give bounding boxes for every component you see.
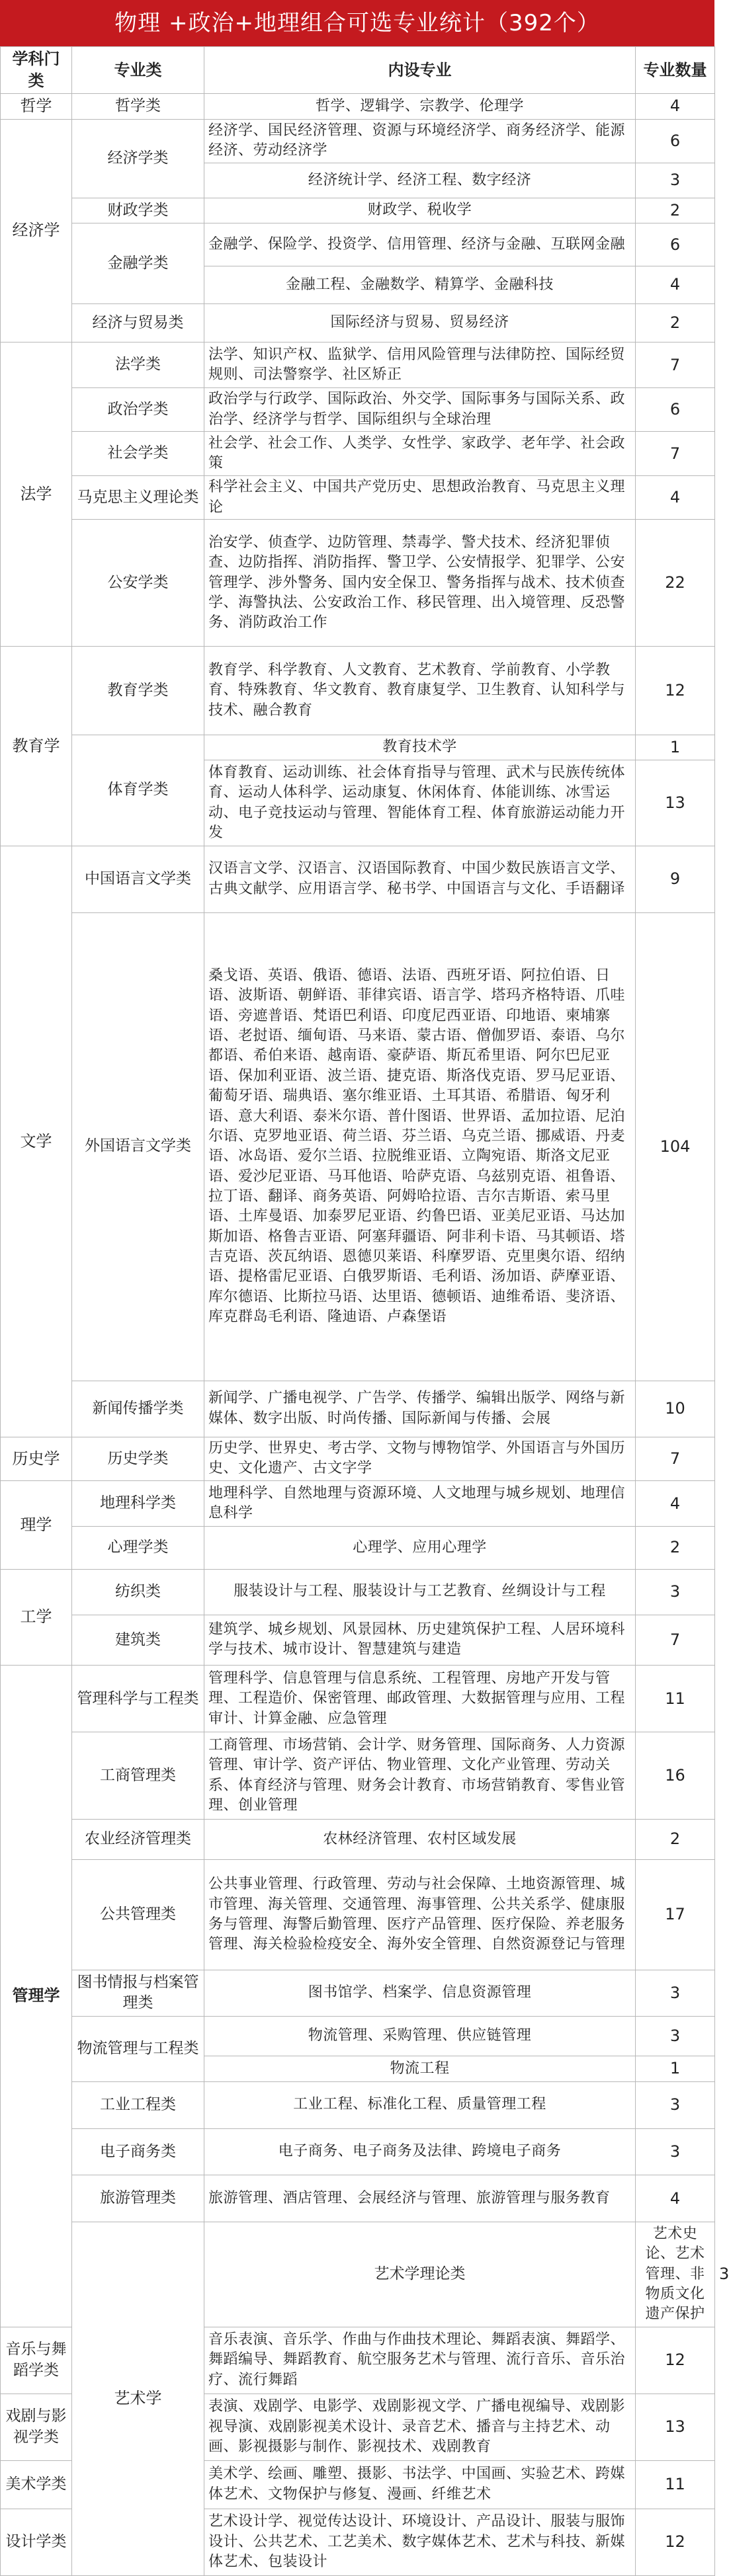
count-cell: 22 xyxy=(636,520,715,647)
class-cell: 外国语言文学类 xyxy=(72,912,204,1381)
count-cell: 17 xyxy=(636,1859,715,1970)
class-cell: 中国语言文学类 xyxy=(72,846,204,912)
count-cell: 1 xyxy=(636,2056,715,2082)
table-row xyxy=(1,1732,715,1819)
table-row: 艺术学 艺术学理论类 艺术史论、艺术管理、非物质文化遗产保护 3 xyxy=(1,2222,715,2327)
count-cell: 9 xyxy=(636,846,715,912)
count-cell: 3 xyxy=(636,2016,715,2056)
count-cell: 3 xyxy=(636,163,715,198)
category-engineering: 工学 xyxy=(1,1569,72,1666)
count-cell: 12 xyxy=(636,2509,715,2575)
table-row xyxy=(1,342,715,388)
class-cell: 物流管理与工程类 xyxy=(72,2016,204,2081)
class-cell: 公共管理类 xyxy=(72,1859,204,1970)
majors-cell: 政治学与行政学、国际政治、外交学、国际事务与国际关系、政治学、经济学与哲学、国际组织与全球治理 xyxy=(204,387,636,431)
majors-cell: 汉语言文学、汉语言、汉语国际教育、中国少数民族语言文学、古典文献学、应用语言学、秘书学、中国语言与文化、手语翻译 xyxy=(204,846,636,912)
majors-cell: 金融工程、金融数学、精算学、金融科技 xyxy=(204,266,636,303)
majors-cell: 法学、知识产权、监狱学、信用风险管理与法律防控、国际经贸规则、司法警察学、社区矫正 xyxy=(204,342,636,388)
count-cell: 2 xyxy=(636,198,715,223)
class-cell: 管理科学与工程类 xyxy=(72,1666,204,1732)
class-cell: 工业工程类 xyxy=(72,2081,204,2128)
majors-cell: 建筑学、城乡规划、风景园林、历史建筑保护工程、人居环境科学与技术、城市设计、智慧建筑与建造 xyxy=(204,1615,636,1666)
class-cell: 经济与贸易类 xyxy=(72,303,204,342)
count-cell: 7 xyxy=(636,1615,715,1666)
class-cell: 教育学类 xyxy=(72,647,204,735)
majors-cell: 表演、戏剧学、电影学、戏剧影视文学、广播电视编导、戏剧影视导演、戏剧影视美术设计、录音艺术、播音与主持艺术、动画、影视摄影与制作、影视技术、戏剧教育 xyxy=(204,2394,636,2460)
majors-cell: 金融学、保险学、投资学、信用管理、经济与金融、互联网金融 xyxy=(204,223,636,266)
count-cell: 11 xyxy=(636,2460,715,2509)
majors-cell: 旅游管理、酒店管理、会展经济与管理、旅游管理与服务教育 xyxy=(204,2175,636,2222)
majors-cell: 哲学、逻辑学、宗教学、伦理学 xyxy=(204,94,636,120)
majors-cell: 新闻学、广播电视学、广告学、传播学、编辑出版学、网络与新媒体、数字出版、时尚传播、国际新闻与传播、会展 xyxy=(204,1381,636,1437)
category-history: 历史学 xyxy=(1,1437,72,1481)
table-row xyxy=(1,1859,715,1970)
class-cell: 财政学类 xyxy=(72,198,204,223)
table-row xyxy=(1,1615,715,1666)
table-row xyxy=(1,1381,715,1437)
table-row xyxy=(1,1437,715,1481)
table-row xyxy=(1,475,715,519)
majors-cell: 国际经济与贸易、贸易经济 xyxy=(204,303,636,342)
count-cell: 104 xyxy=(636,912,715,1381)
count-cell: 2 xyxy=(636,303,715,342)
count-cell: 3 xyxy=(636,2081,715,2128)
class-cell: 新闻传播学类 xyxy=(72,1381,204,1437)
category-literature: 文学 xyxy=(1,846,72,1437)
table-row xyxy=(1,387,715,431)
class-cell: 电子商务类 xyxy=(72,2128,204,2175)
majors-cell: 电子商务、电子商务及法律、跨境电子商务 xyxy=(204,2128,636,2175)
table-header-row xyxy=(1,47,715,94)
table-row xyxy=(1,1569,715,1615)
count-cell: 13 xyxy=(636,760,715,846)
category-economics: 经济学 xyxy=(1,119,72,342)
count-cell: 4 xyxy=(636,475,715,519)
table-row xyxy=(1,223,715,266)
count-cell: 6 xyxy=(636,223,715,266)
count-cell: 4 xyxy=(636,94,715,120)
class-cell: 公安学类 xyxy=(72,520,204,647)
class-cell: 哲学类 xyxy=(72,94,204,120)
majors-cell: 治安学、侦查学、边防管理、禁毒学、警犬技术、经济犯罪侦查、边防指挥、消防指挥、警卫学、公安情报学、犯罪学、公安管理学、涉外警务、国内安全保卫、警务指挥与战术、技术侦查学、海警执法、公安政治工作、移民管理、出入境管理、反恐警务、消防政治工作 xyxy=(204,520,636,647)
count-cell: 4 xyxy=(636,2175,715,2222)
majors-cell: 音乐表演、音乐学、作曲与作曲技术理论、舞蹈表演、舞蹈学、舞蹈编导、舞蹈教育、航空服务艺术与管理、流行音乐、音乐治疗、流行舞蹈 xyxy=(204,2327,636,2394)
class-cell: 设计学类 xyxy=(1,2509,72,2575)
count-cell: 12 xyxy=(636,647,715,735)
majors-cell: 工业工程、标准化工程、质量管理工程 xyxy=(204,2081,636,2128)
major-table xyxy=(0,46,729,2576)
majors-cell: 社会学、社会工作、人类学、女性学、家政学、老年学、社会政策 xyxy=(204,432,636,475)
majors-cell: 桑戈语、英语、俄语、德语、法语、西班牙语、阿拉伯语、日语、波斯语、朝鲜语、菲律宾语、语言学、塔玛齐格特语、爪哇语、旁遮普语、梵语巴利语、印度尼西亚语、印地语、柬埔寨语、老挝语、缅甸语、马来语、蒙古语、僧伽罗语、泰语、乌尔都语、希伯来语、越南语、豪萨语、斯瓦希里语、阿尔巴尼亚语、保加利亚语、波兰语、捷克语、斯洛伐克语、罗马尼亚语、葡萄牙语、瑞典语、塞尔维亚语、土耳其语、希腊语、匈牙利语、意大利语、泰米尔语、普什图语、世界语、孟加拉语、尼泊尔语、克罗地亚语、荷兰语、芬兰语、乌克兰语、挪威语、丹麦语、冰岛语、爱尔兰语、拉脱维亚语、立陶宛语、斯洛文尼亚语、爱沙尼亚语、马耳他语、哈萨克语、乌兹别克语、祖鲁语、拉丁语、翻译、商务英语、阿姆哈拉语、吉尔吉斯语、索马里语、土库曼语、加泰罗尼亚语、约鲁巴语、亚美尼亚语、马达加斯加语、格鲁吉亚语、阿塞拜疆语、阿非利卡语、马其顿语、塔吉克语、茨瓦纳语、恩德贝莱语、科摩罗语、克里奥尔语、绍纳语、提格雷尼亚语、白俄罗斯语、毛利语、汤加语、萨摩亚语、库尔德语、比斯拉马语、达里语、德顿语、迪维希语、斐济语、库克群岛毛利语、隆迪语、卢森堡语 xyxy=(204,912,636,1381)
table-row xyxy=(1,1819,715,1859)
count-cell: 7 xyxy=(636,342,715,388)
class-cell: 工商管理类 xyxy=(72,1732,204,1819)
count-cell: 6 xyxy=(636,119,715,163)
count-cell: 12 xyxy=(636,2327,715,2394)
count-cell: 2 xyxy=(636,1819,715,1859)
majors-cell: 物流工程 xyxy=(204,2056,636,2082)
table-row xyxy=(1,735,715,760)
category-science: 理学 xyxy=(1,1481,72,1569)
class-cell: 法学类 xyxy=(72,342,204,388)
class-cell: 戏剧与影视学类 xyxy=(1,2394,72,2460)
class-cell: 历史学类 xyxy=(72,1437,204,1481)
count-cell: 13 xyxy=(636,2394,715,2460)
count-cell: 3 xyxy=(636,1970,715,2016)
table-row xyxy=(1,912,715,1381)
majors-cell: 公共事业管理、行政管理、劳动与社会保障、土地资源管理、城市管理、海关管理、交通管理、海事管理、公共关系学、健康服务与管理、海警后勤管理、医疗产品管理、医疗保险、养老服务管理、海关检验检疫安全、海外安全管理、自然资源登记与管理 xyxy=(204,1859,636,1970)
majors-cell: 美术学、绘画、雕塑、摄影、书法学、中国画、实验艺术、跨媒体艺术、文物保护与修复、漫画、纤维艺术 xyxy=(204,2460,636,2509)
majors-cell: 经济学、国民经济管理、资源与环境经济学、商务经济学、能源经济、劳动经济学 xyxy=(204,119,636,163)
table-row xyxy=(1,432,715,475)
table-row xyxy=(1,94,715,120)
table-row xyxy=(1,2081,715,2128)
majors-cell: 历史学、世界史、考古学、文物与博物馆学、外国语言与外国历史、文化遗产、古文字学 xyxy=(204,1437,636,1481)
class-cell: 图书情报与档案管理类 xyxy=(72,1970,204,2016)
majors-cell: 教育技术学 xyxy=(204,735,636,760)
page-title: 物理 +政治+地理组合可选专业统计（392个） xyxy=(0,0,714,46)
majors-cell: 物流管理、采购管理、供应链管理 xyxy=(204,2016,636,2056)
table-row xyxy=(1,1666,715,1732)
majors-cell: 图书馆学、档案学、信息资源管理 xyxy=(204,1970,636,2016)
count-cell: 4 xyxy=(636,1481,715,1527)
table-row xyxy=(1,1527,715,1570)
majors-cell: 科学社会主义、中国共产党历史、思想政治教育、马克思主义理论 xyxy=(204,475,636,519)
majors-cell: 农林经济管理、农村区域发展 xyxy=(204,1819,636,1859)
table-row xyxy=(1,2175,715,2222)
table-row xyxy=(1,846,715,912)
count-cell: 1 xyxy=(636,735,715,760)
majors-cell: 艺术史论、艺术管理、非物质文化遗产保护 xyxy=(636,2222,715,2327)
class-cell: 美术学类 xyxy=(1,2460,72,2509)
majors-cell: 经济统计学、经济工程、数字经济 xyxy=(204,163,636,198)
class-cell: 旅游管理类 xyxy=(72,2175,204,2222)
table-row xyxy=(1,2128,715,2175)
category-education: 教育学 xyxy=(1,647,72,846)
table-row xyxy=(1,1970,715,2016)
majors-cell: 服装设计与工程、服装设计与工艺教育、丝绸设计与工程 xyxy=(204,1569,636,1615)
count-cell: 11 xyxy=(636,1666,715,1732)
table-row xyxy=(1,1481,715,1527)
count-cell: 2 xyxy=(636,1527,715,1570)
class-cell: 地理科学类 xyxy=(72,1481,204,1527)
table-row xyxy=(1,119,715,163)
class-cell: 金融学类 xyxy=(72,223,204,303)
category-philosophy: 哲学 xyxy=(1,94,72,120)
class-cell: 心理学类 xyxy=(72,1527,204,1570)
class-cell: 纺织类 xyxy=(72,1569,204,1615)
majors-cell: 艺术设计学、视觉传达设计、环境设计、产品设计、服装与服饰设计、公共艺术、工艺美术、数字媒体艺术、艺术与科技、新媒体艺术、包装设计 xyxy=(204,2509,636,2575)
category-management: 管理学 xyxy=(1,1666,72,2327)
majors-cell: 体育教育、运动训练、社会体育指导与管理、武术与民族传统体育、运动人体科学、运动康复、休闲体育、体能训练、冰雪运动、电子竞技运动与管理、智能体育工程、体育旅游运动能力开发 xyxy=(204,760,636,846)
class-cell: 艺术学理论类 xyxy=(204,2222,636,2327)
class-cell: 体育学类 xyxy=(72,735,204,846)
class-cell: 政治学类 xyxy=(72,387,204,431)
count-cell: 3 xyxy=(636,2128,715,2175)
header-count: 专业数量 xyxy=(636,47,715,94)
class-cell: 建筑类 xyxy=(72,1615,204,1666)
count-cell: 6 xyxy=(636,387,715,431)
header-class: 专业类 xyxy=(72,47,204,94)
header-discipline: 学科门类 xyxy=(1,47,72,94)
majors-cell: 管理科学、信息管理与信息系统、工程管理、房地产开发与管理、工程造价、保密管理、邮政管理、大数据管理与应用、工程审计、计算金融、应急管理 xyxy=(204,1666,636,1732)
majors-cell: 财政学、税收学 xyxy=(204,198,636,223)
class-cell: 马克思主义理论类 xyxy=(72,475,204,519)
majors-cell: 心理学、应用心理学 xyxy=(204,1527,636,1570)
table-row xyxy=(1,198,715,223)
category-arts: 艺术学 xyxy=(72,2222,204,2576)
count-cell: 7 xyxy=(636,1437,715,1481)
class-cell: 社会学类 xyxy=(72,432,204,475)
majors-cell: 教育学、科学教育、人文教育、艺术教育、学前教育、小学教育、特殊教育、华文教育、教育康复学、卫生教育、认知科学与技术、融合教育 xyxy=(204,647,636,735)
header-majors: 内设专业 xyxy=(204,47,636,94)
class-cell: 音乐与舞蹈学类 xyxy=(1,2327,72,2394)
table-row xyxy=(1,2016,715,2056)
count-cell: 16 xyxy=(636,1732,715,1819)
count-cell: 7 xyxy=(636,432,715,475)
table-row xyxy=(1,303,715,342)
category-law: 法学 xyxy=(1,342,72,647)
majors-cell: 地理科学、自然地理与资源环境、人文地理与城乡规划、地理信息科学 xyxy=(204,1481,636,1527)
table-row xyxy=(1,520,715,647)
count-cell: 10 xyxy=(636,1381,715,1437)
count-cell: 3 xyxy=(636,1569,715,1615)
count-cell: 4 xyxy=(636,266,715,303)
table-row xyxy=(1,647,715,735)
majors-cell: 工商管理、市场营销、会计学、财务管理、国际商务、人力资源管理、审计学、资产评估、物业管理、文化产业管理、劳动关系、体育经济与管理、财务会计教育、市场营销教育、零售业管理、创业管理 xyxy=(204,1732,636,1819)
class-cell: 农业经济管理类 xyxy=(72,1819,204,1859)
class-cell: 经济学类 xyxy=(72,119,204,198)
